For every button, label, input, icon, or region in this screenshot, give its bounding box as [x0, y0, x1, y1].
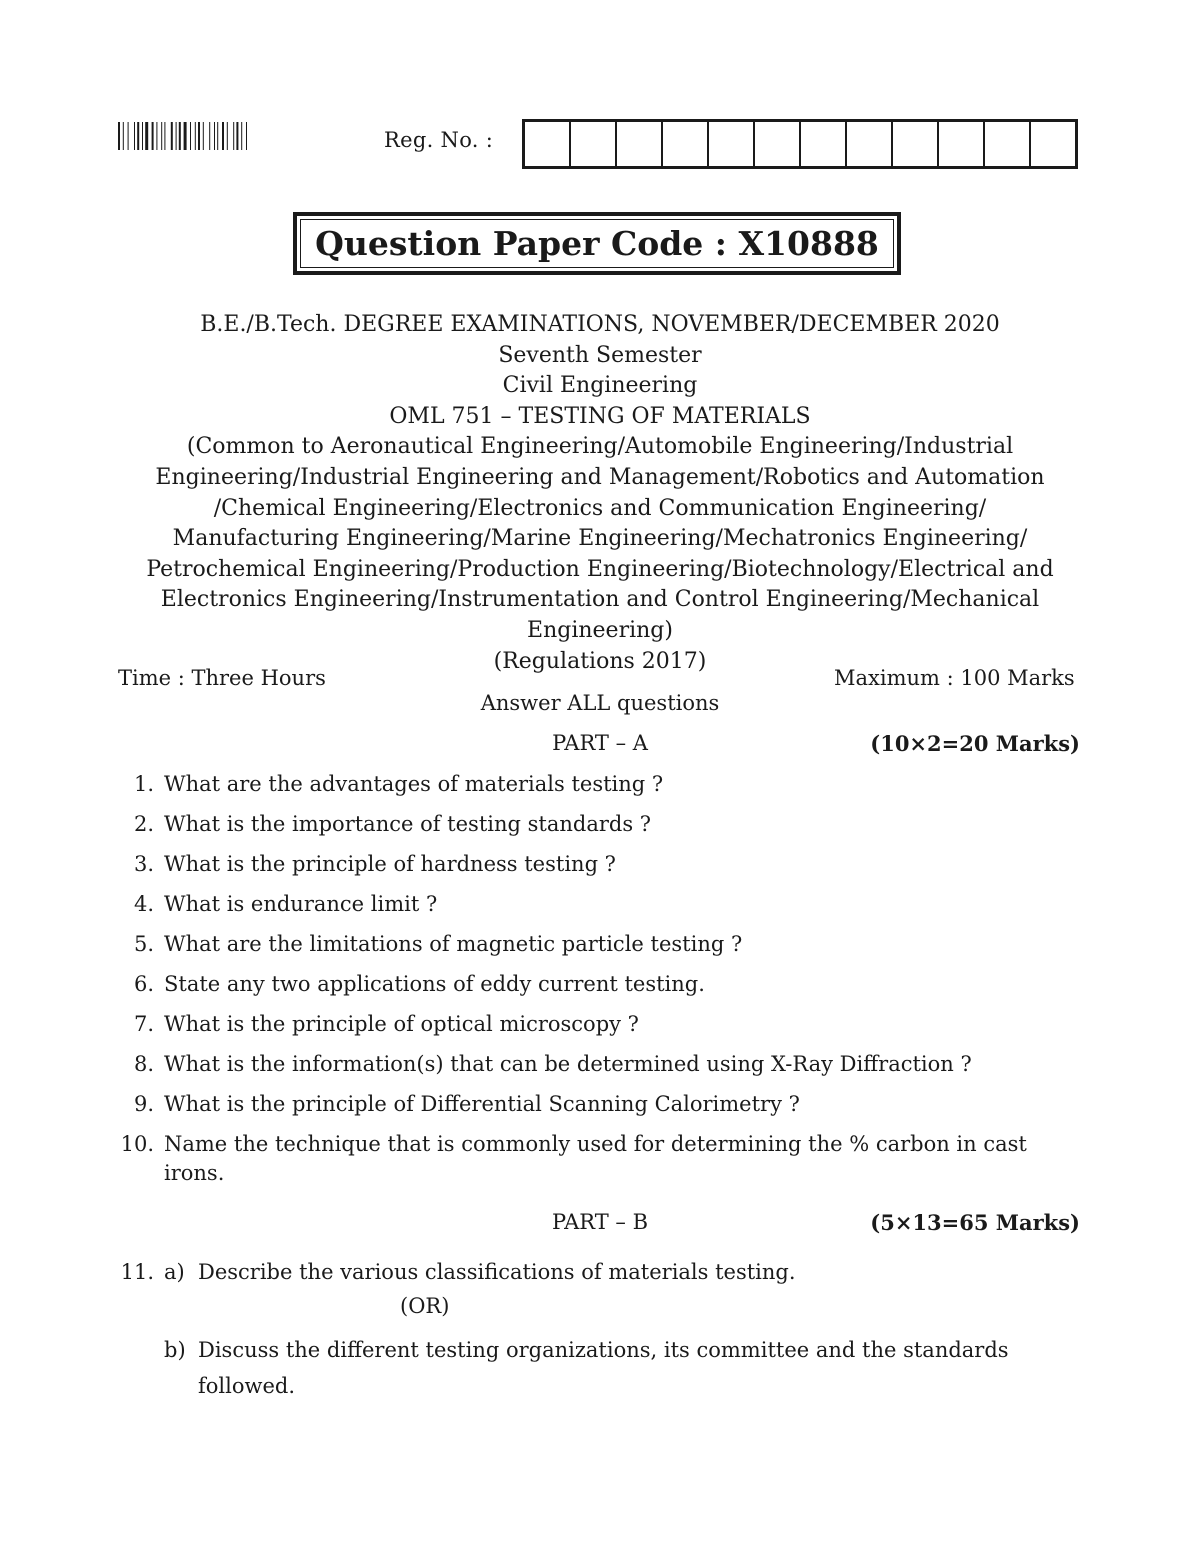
barcode-icon [118, 122, 298, 150]
reg-no-digit-box[interactable] [753, 122, 799, 166]
question-number: 4. [133, 892, 154, 916]
reg-no-boxes[interactable] [522, 119, 1078, 169]
question-text: What are the limitations of magnetic particle testing ? [164, 932, 743, 956]
exam-time: Time : Three Hours [118, 666, 326, 690]
list-item [118, 1336, 1078, 1416]
question-text: Name the technique that is commonly used for determining the % carbon in cast irons. [164, 1132, 1027, 1185]
question-text: What is the principle of hardness testing ? [164, 852, 616, 876]
list-item [118, 1258, 1078, 1298]
question-text: Discuss the different testing organizations, its committee and the standards followed. [198, 1338, 1009, 1398]
reg-no-digit-box[interactable] [661, 122, 707, 166]
reg-no-digit-box[interactable] [525, 122, 569, 166]
question-number: 6. [133, 972, 154, 996]
question-text: What is the principle of Differential Scanning Calorimetry ? [164, 1092, 800, 1116]
question-text: What is the importance of testing standards ? [164, 812, 652, 836]
reg-no-digit-box[interactable] [1029, 122, 1075, 166]
question-text: What is the information(s) that can be determined using X-Ray Diffraction ? [164, 1052, 972, 1076]
exam-title: B.E./B.Tech. DEGREE EXAMINATIONS, NOVEMBER/DECEMBER 2020 [200, 312, 1000, 337]
question-number: 5. [133, 932, 154, 956]
question-text: State any two applications of eddy current testing. [164, 972, 705, 996]
part-b-title: PART – B [551, 1210, 649, 1234]
reg-no-label: Reg. No. : [384, 128, 494, 152]
reg-no-digit-box[interactable] [845, 122, 891, 166]
subject: OML 751 – TESTING OF MATERIALS [389, 403, 811, 429]
instruction: Answer ALL questions [480, 691, 720, 715]
question-text: Describe the various classifications of materials testing. [198, 1260, 796, 1284]
part-a-marks: (10×2=20 Marks) [870, 731, 1080, 756]
common-line: (Common to Aeronautical Engineering/Automobile Engineering/Industrial [186, 434, 1014, 460]
question-number: 2. [133, 812, 154, 836]
common-line: Electronics Engineering/Instrumentation and Control Engineering/Mechanical [160, 587, 1040, 613]
reg-no-digit-box[interactable] [615, 122, 661, 166]
max-marks: Maximum : 100 Marks [834, 666, 1075, 690]
or-separator: (OR) [400, 1294, 450, 1318]
reg-no-digit-box[interactable] [937, 122, 983, 166]
question-number: 10. [120, 1132, 154, 1156]
common-line: Petrochemical Engineering/Production Engineering/Biotechnology/Electrical and [146, 556, 1054, 582]
reg-no-digit-box[interactable] [891, 122, 937, 166]
question-number: 8. [133, 1052, 154, 1076]
question-text: What are the advantages of materials testing ? [164, 772, 664, 796]
question-text: What is the principle of optical microscopy ? [164, 1012, 639, 1036]
regulations: (Regulations 2017) [493, 648, 707, 674]
reg-no-digit-box[interactable] [799, 122, 845, 166]
part-b-marks: (5×13=65 Marks) [870, 1210, 1080, 1235]
question-paper-code: Question Paper Code : X10888 [315, 224, 879, 263]
semester: Seventh Semester [498, 342, 702, 368]
question-number: 9. [133, 1092, 154, 1116]
question-text: What is endurance limit ? [164, 892, 438, 916]
question-number: 3. [133, 852, 154, 876]
common-line: Manufacturing Engineering/Marine Engineering/Mechatronics Engineering/ [172, 526, 1028, 552]
question-paper-code-box [293, 212, 901, 275]
part-a-title: PART – A [552, 731, 648, 755]
reg-no-digit-box[interactable] [569, 122, 615, 166]
branch: Civil Engineering [502, 373, 698, 399]
question-number: 11. [120, 1260, 154, 1284]
reg-no-digit-box[interactable] [707, 122, 753, 166]
exam-header [100, 310, 1100, 677]
sub-question-label: b) [164, 1338, 186, 1362]
common-line: /Chemical Engineering/Electronics and Communication Engineering/ [213, 495, 987, 521]
question-number: 7. [133, 1012, 154, 1036]
reg-no-digit-box[interactable] [983, 122, 1029, 166]
question-number: 1. [133, 772, 154, 796]
common-line: Engineering) [527, 617, 673, 643]
sub-question-label: a) [164, 1260, 185, 1284]
common-line: Engineering/Industrial Engineering and Management/Robotics and Automation [155, 464, 1045, 490]
